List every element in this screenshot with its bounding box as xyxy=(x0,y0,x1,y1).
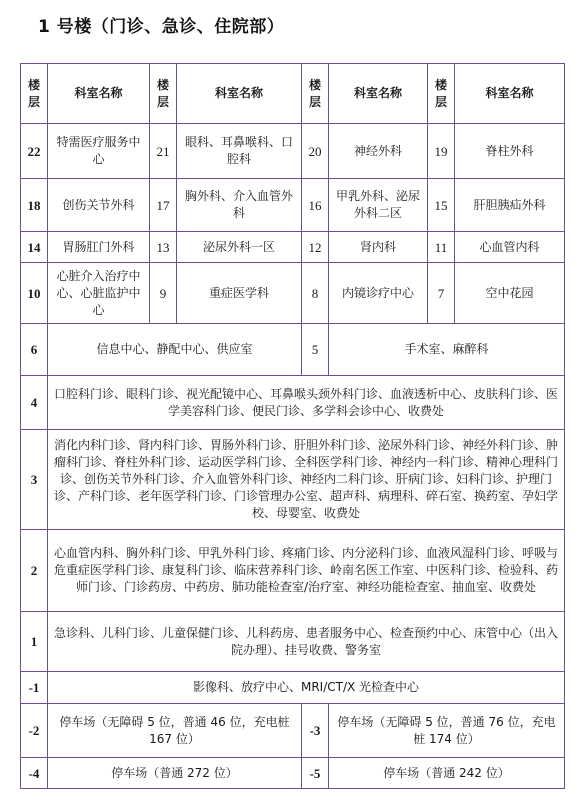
department-name: 停车场（普通 242 位） xyxy=(329,758,565,789)
floor-number: -1 xyxy=(21,672,48,704)
department-name: 创伤关节外科 xyxy=(48,179,150,232)
table-row xyxy=(21,430,565,530)
department-name: 空中花园 xyxy=(455,263,565,324)
floor-number: 11 xyxy=(428,232,455,263)
floor-number: 10 xyxy=(21,263,48,324)
floor-number: 18 xyxy=(21,179,48,232)
department-name: 胃肠肛门外科 xyxy=(48,232,150,263)
floor-number: 1 xyxy=(21,612,48,672)
header-dept: 科室名称 xyxy=(455,64,565,124)
table-row xyxy=(21,179,565,232)
floor-number: -4 xyxy=(21,758,48,789)
header-dept: 科室名称 xyxy=(48,64,150,124)
table-row xyxy=(21,376,565,430)
department-name: 内镜诊疗中心 xyxy=(329,263,428,324)
floor-number: 5 xyxy=(302,324,329,376)
department-name: 泌尿外科一区 xyxy=(177,232,302,263)
department-name: 口腔科门诊、眼科门诊、视光配镜中心、耳鼻喉头颈外科门诊、血液透析中心、皮肤科门诊、医学美容科门诊、便民门诊、多学科会诊中心、收费处 xyxy=(48,376,565,430)
table-header-row xyxy=(21,64,565,124)
department-name: 停车场（普通 272 位） xyxy=(48,758,302,789)
header-floor: 楼层 xyxy=(150,64,177,124)
department-name: 神经外科 xyxy=(329,124,428,179)
table-row xyxy=(21,530,565,612)
table-row xyxy=(21,612,565,672)
department-name: 停车场（无障碍 5 位，普通 46 位，充电桩 167 位） xyxy=(48,704,302,758)
department-name: 手术室、麻醉科 xyxy=(329,324,565,376)
floor-number: 15 xyxy=(428,179,455,232)
floor-number: 20 xyxy=(302,124,329,179)
department-name: 信息中心、静配中心、供应室 xyxy=(48,324,302,376)
department-name: 心血管内科、胸外科门诊、甲乳外科门诊、疼痛门诊、内分泌科门诊、血液风湿科门诊、呼吸与危重症医学科门诊、康复科门诊、临床营养科门诊、岭南名医工作室、中医科门诊、检验科、药师门诊、门诊药房、中药房、肺功能检查室/治疗室、神经功能检查室、抽血室、收费处 xyxy=(48,530,565,612)
department-name: 消化内科门诊、肾内科门诊、胃肠外科门诊、肝胆外科门诊、泌尿外科门诊、神经外科门诊、肿瘤科门诊、脊柱外科门诊、运动医学科门诊、全科医学科门诊、神经内一科门诊、精神心理科门诊、创伤关节外科门诊、介入血管外科门诊、神经内二科门诊、肝病门诊、妇科门诊、护理门诊、产科门诊、老年医学科门诊、门诊管理办公室、超声科、病理科、碎石室、换药室、孕妇学校、母婴室、收费处 xyxy=(48,430,565,530)
floor-directory-table xyxy=(20,63,565,789)
floor-number: 7 xyxy=(428,263,455,324)
table-row xyxy=(21,232,565,263)
department-name: 心血管内科 xyxy=(455,232,565,263)
floor-number: 13 xyxy=(150,232,177,263)
header-floor: 楼层 xyxy=(21,64,48,124)
department-name: 脊柱外科 xyxy=(455,124,565,179)
floor-number: 17 xyxy=(150,179,177,232)
department-name: 胸外科、介入血管外科 xyxy=(177,179,302,232)
floor-number: 16 xyxy=(302,179,329,232)
floor-number: 22 xyxy=(21,124,48,179)
page-title: 1 号楼（门诊、急诊、住院部） xyxy=(38,17,285,37)
floor-number: 2 xyxy=(21,530,48,612)
department-name: 特需医疗服务中心 xyxy=(48,124,150,179)
table-row xyxy=(21,263,565,324)
floor-number: 19 xyxy=(428,124,455,179)
floor-number: -3 xyxy=(302,704,329,758)
header-floor: 楼层 xyxy=(428,64,455,124)
floor-number: 9 xyxy=(150,263,177,324)
table-row xyxy=(21,758,565,789)
header-dept: 科室名称 xyxy=(329,64,428,124)
table-row xyxy=(21,324,565,376)
department-name: 停车场（无障碍 5 位，普通 76 位，充电桩 174 位） xyxy=(329,704,565,758)
floor-number: -2 xyxy=(21,704,48,758)
floor-number: 8 xyxy=(302,263,329,324)
department-name: 肝胆胰疝外科 xyxy=(455,179,565,232)
department-name: 急诊科、儿科门诊、儿童保健门诊、儿科药房、患者服务中心、检查预约中心、床管中心（出入院办理）、挂号收费、警务室 xyxy=(48,612,565,672)
floor-number: -5 xyxy=(302,758,329,789)
table-row xyxy=(21,124,565,179)
table-row xyxy=(21,672,565,704)
header-floor: 楼层 xyxy=(302,64,329,124)
floor-number: 14 xyxy=(21,232,48,263)
department-name: 心脏介入治疗中心、心脏监护中心 xyxy=(48,263,150,324)
floor-number: 3 xyxy=(21,430,48,530)
floor-number: 21 xyxy=(150,124,177,179)
department-name: 肾内科 xyxy=(329,232,428,263)
department-name: 影像科、放疗中心、MRI/CT/X 光检查中心 xyxy=(48,672,565,704)
floor-number: 12 xyxy=(302,232,329,263)
floor-number: 4 xyxy=(21,376,48,430)
header-dept: 科室名称 xyxy=(177,64,302,124)
department-name: 眼科、耳鼻喉科、口腔科 xyxy=(177,124,302,179)
floor-number: 6 xyxy=(21,324,48,376)
department-name: 重症医学科 xyxy=(177,263,302,324)
department-name: 甲乳外科、泌尿外科二区 xyxy=(329,179,428,232)
table-row xyxy=(21,704,565,758)
